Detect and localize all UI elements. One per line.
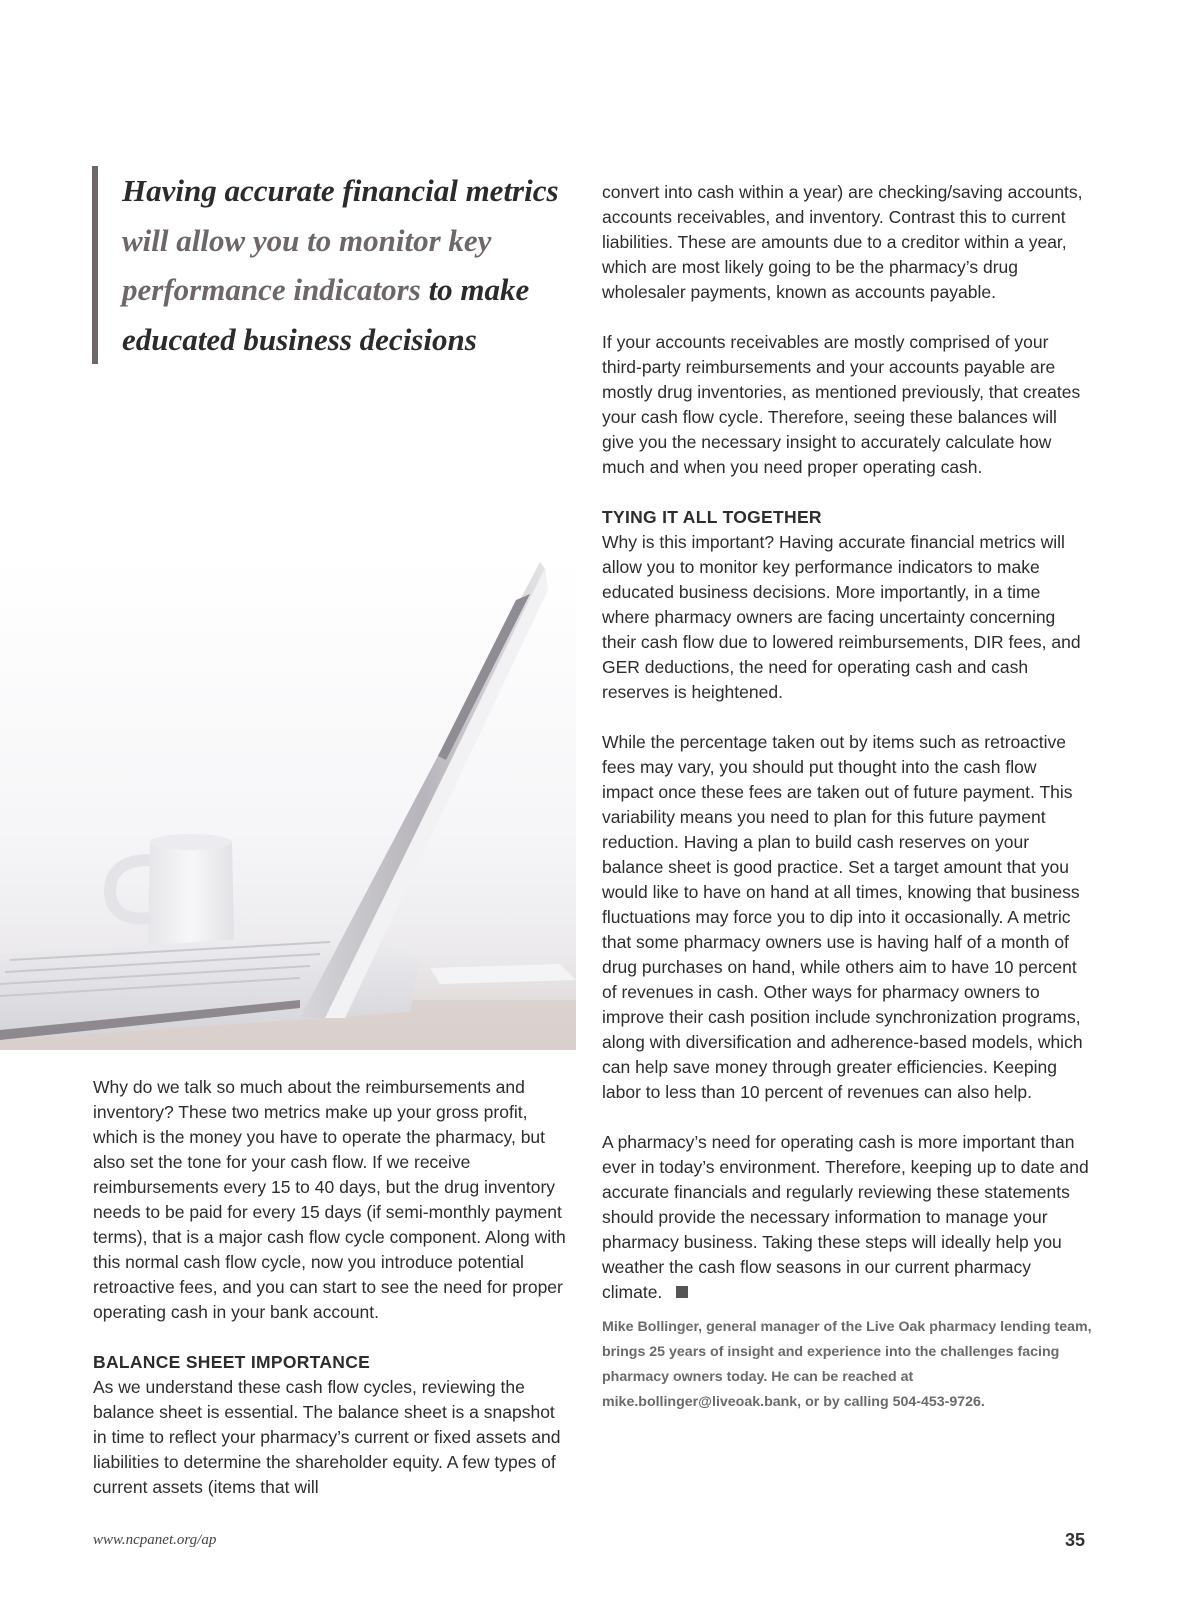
heading-tying-it-all-together: TYING IT ALL TOGETHER (602, 507, 822, 527)
pull-quote-part3: to make educated business decisions (122, 272, 530, 357)
right-paragraph-3: Why is this important? Having accurate financial metrics will allow you to monitor key performance indicators to make educated business decisions. More importantly, in a time where pharmacy owners are facing uncertainty concerning their cash flow due to lowered reimbursements, DIR fees, and GER deductions, the need for operating cash and cash reserves is heightened. (602, 532, 1081, 702)
right-paragraph-5 (602, 1130, 1092, 1305)
left-paragraph-1: Why do we talk so much about the reimbursements and inventory? These two metrics make up your gross profit, which is the money you have to operate the pharmacy, but also set the tone for your cash flow. If we receive reimbursements every 15 to 40 days, but the drug inventory needs to be paid for every 15 days (if semi-monthly payment terms), that is a major cash flow cycle component. Along with this normal cash flow cycle, now you introduce potential retroactive fees, and you can start to see the need for proper operating cash in your bank account. (93, 1077, 566, 1322)
right-paragraph-4: While the percentage taken out by items such as retroactive fees may vary, you should put thought into the cash flow impact once these fees are taken out of future payment. This variability means you need to plan for this future payment reduction. Having a plan to build cash reserves on your balance sheet is good practice. Set a target amount that you would like to have on hand at all times, knowing that business fluctuations may force you to dip into it occasionally. A metric that some pharmacy owners use is having half of a month of drug purchases on hand, while others aim to have 10 percent of revenues in cash. Other ways for pharmacy owners to improve their cash position include synchronization programs, along with diversification and adherence-based models, which can help save money through greater efficiencies. Keeping labor to less than 10 percent of revenues can also help. (602, 732, 1083, 1102)
pull-quote (92, 166, 592, 364)
right-column (602, 180, 1092, 1415)
page-number: 35 (1064, 1530, 1085, 1550)
heading-balance-sheet-importance: BALANCE SHEET IMPORTANCE (93, 1352, 371, 1372)
right-paragraph-5-text: A pharmacy’s need for operating cash is more important than ever in today’s environment. Therefore, keeping up to date and accurate financials and regularly reviewing these statements should provide the necessary information to manage your pharmacy business. Taking these steps will ideally help you weather the cash flow seasons in our current pharmacy climate. (602, 1132, 1089, 1302)
end-of-article-square-icon (676, 1286, 688, 1298)
pull-quote-part1: Having accurate financial metrics (122, 173, 559, 208)
footer-url: www.ncpanet.org/ap (93, 1532, 217, 1548)
author-bio: Mike Bollinger, general manager of the Live Oak pharmacy lending team, brings 25 years of insight and experience into the challenges facing pharmacy owners today. He can be reached at mike.bollinger@liveoak.bank, or by calling 504-453-9726. (602, 1319, 1092, 1410)
pull-quote-part2: will allow you to monitor key performance indicators (122, 222, 492, 307)
right-paragraph-1: convert into cash within a year) are checking/saving accounts, accounts receivables, and inventory. Contrast this to current liabilities. These are amounts due to a creditor within a year, which are most likely going to be the pharmacy’s drug wholesaler payments, known as accounts payable. (602, 182, 1083, 302)
left-paragraph-2: As we understand these cash flow cycles, reviewing the balance sheet is essential. The balance sheet is a snapshot in time to reflect your pharmacy’s current or fixed assets and liabilities to determine the shareholder equity. A few types of current assets (items that will (93, 1377, 561, 1497)
right-paragraph-2: If your accounts receivables are mostly comprised of your third-party reimbursements and your accounts payable are mostly drug inventories, as mentioned previously, that creates your cash flow cycle. Therefore, seeing these balances will give you the necessary insight to accurately calculate how much and when you need proper operating cash. (602, 332, 1081, 477)
left-column (93, 1075, 573, 1525)
laptop-coffee-mug-photo (0, 560, 576, 1050)
